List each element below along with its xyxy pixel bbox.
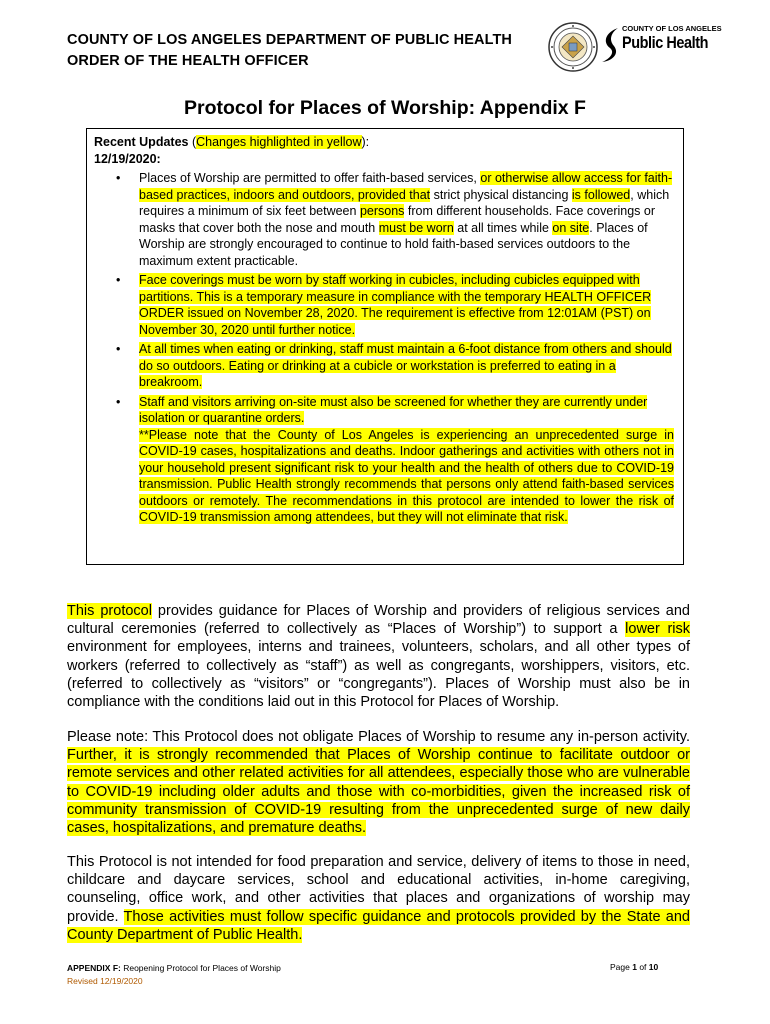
public-health-swoosh-icon (600, 26, 622, 64)
list-item: • Staff and visitors arriving on-site must also be screened for whether they are currently under isolation or quarantine orders. (116, 394, 648, 425)
bullet: • (116, 394, 121, 409)
header-order: ORDER OF THE HEALTH OFFICER (67, 53, 309, 69)
bullet: • (116, 342, 121, 356)
update-list (94, 170, 674, 427)
covid-surge-note: **Please note that the County of Los Angeles is experiencing an unprecedented surge in COVID-19 cases, hospitalizations and deaths. Indoor gatherings and activities with others not in your household present significant risk to your health and the health of others due to COVID-19 transmission. Public Health strongly recommends that persons only attend faith-based services outdoors or remotely. The recommendations in this protocol are intended to lower the risk of COVID-19 transmission among attendees, but they will not eliminate that risk. (139, 427, 674, 524)
bullet: • (116, 171, 121, 185)
footer-left (67, 962, 281, 988)
document-header (67, 30, 512, 72)
scope-paragraph: This Protocol is not intended for food preparation and service, delivery of items to those in need, childcare and daycare services, school and educational activities, in-home caregiving, counseling, office work, and other activities that places and organizations of worship may provide. Those activities must follow specific guidance and protocols provided by the State and County Department of Public Health. (67, 854, 690, 943)
recent-updates-label: Recent Updates (94, 135, 189, 149)
list-item: • Places of Worship are permitted to offer faith-based services, or otherwise allow access for faith-based practices, indoors and outdoors, provided that strict physical distancing is followed, which requires a minimum of six feet between persons from different households. Face coverings or masks that cover both the nose and mouth must be worn at all times while on site. Places of Worship are strongly encouraged to continue to hold faith-based services outdoors to the maximum extent practicable. (116, 171, 673, 268)
recent-updates-box (86, 128, 684, 565)
page-title: Protocol for Places of Worship: Appendix F (184, 97, 586, 119)
header-department: COUNTY OF LOS ANGELES DEPARTMENT OF PUBLIC HEALTH (67, 32, 513, 48)
list-item: • Face coverings must be worn by staff working in cubicles, including cubicles equipped with partitions. This is a temporary measure in compliance with the temporary HEALTH OFFICER ORDER issued on November 28, 2020. The requirement is effective from 12:01AM (PST) on November 30, 2020 until further notice. (116, 273, 652, 337)
please-note-paragraph: Please note: This Protocol does not obligate Places of Worship to resume any in-person activity. Further, it is strongly recommended that Places of Worship continue to facilitate outdoor or remote services and other related activities for all attendees, especially those who are vulnerable to COVID-19 including older adults and those with co-morbidities, given the increased risk of community transmission of COVID-19 resulting from the unprecedented surge of new daily cases, hospitalizations, and premature deaths. (67, 729, 690, 837)
intro-paragraph: This protocol provides guidance for Places of Worship and providers of religious services and cultural ceremonies (referred to collectively as “Places of Worship”) to support a lower risk environment for employees, interns and trainees, volunteers, scholars, and all other types of workers (referred to collectively as “staff”) as well as congregants, worshippers, visitors, etc. (referred to collectively as “visitors” or “congregants”). Places of Worship must also be in compliance with the conditions laid out in this Protocol for Places of Worship. (67, 603, 691, 711)
recent-updates-heading: Recent Updates (Changes highlighted in yellow): (94, 135, 370, 149)
public-health-logo (600, 24, 722, 64)
update-date: 12/19/2020: (94, 151, 161, 166)
changes-note: Changes highlighted in yellow (196, 135, 362, 149)
footer-revised-date: Revised 12/19/2020 (67, 976, 143, 986)
footer-doc-name: APPENDIX F: Reopening Protocol for Places of Worship (67, 963, 281, 973)
logo-county-text: COUNTY OF LOS ANGELES (622, 24, 722, 33)
bullet: • (116, 273, 121, 287)
page-number: Page 1 of 10 (610, 962, 659, 972)
county-seal-icon (548, 22, 598, 72)
list-item: • At all times when eating or drinking, staff must maintain a 6-foot distance from others and should do so outdoors. Eating or drinking at a cubicle or workstation is preferred to eating in a breakroom. (116, 342, 672, 389)
logo-public-health-text: Public Health (622, 33, 709, 52)
